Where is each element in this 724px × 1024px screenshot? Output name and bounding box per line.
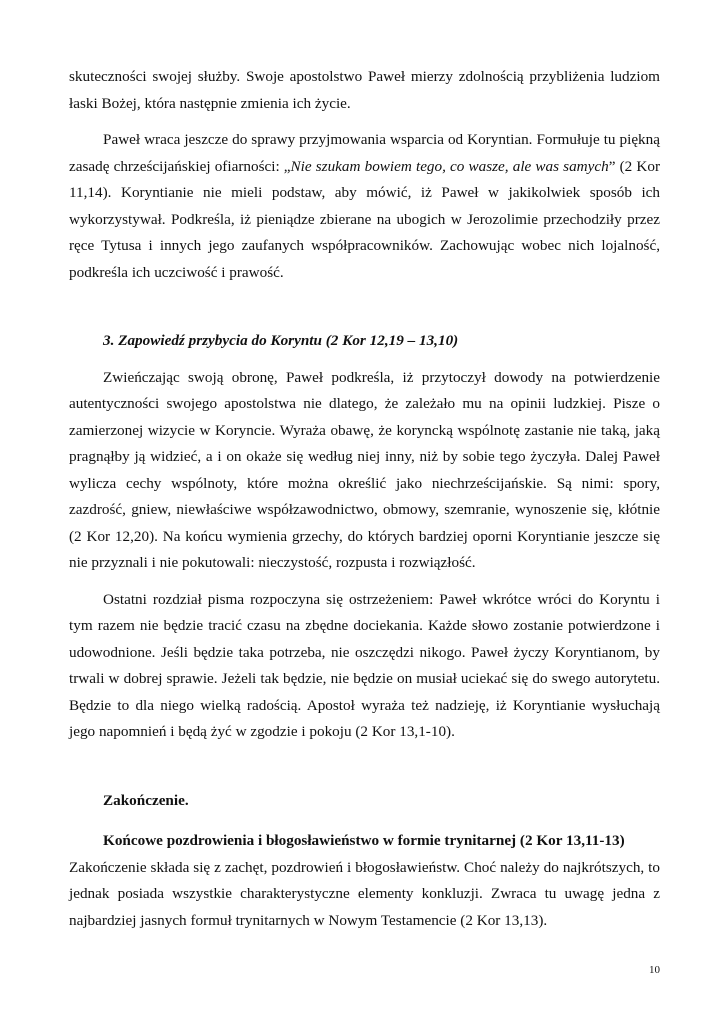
paragraph-2-text-after: ” (2 Kor 11,14). Koryntianie nie mieli podstaw, aby mówić, iż Paweł w jakikolwiek sposób ich wykorzystywał. Podkreśla, iż pieniądze zbierane na ubogich w Jerozolimie przechodziły przez ręce Tytusa i innych jego zaufanych współpracowników. Zachowując wobec nich lojalność, podkreśla ich uczciwość i prawość. (69, 157, 661, 281)
paragraph-2 (69, 127, 660, 286)
conclusion-subheading: Końcowe pozdrowienia i błogosławieństwo w formie trynitarnej (2 Kor 13,11-13) (103, 832, 625, 849)
scripture-quote: Nie szukam bowiem tego, co wasze, ale was samych (290, 157, 609, 175)
conclusion-section (69, 828, 660, 934)
conclusion-heading: Zakończenie. (103, 791, 189, 809)
paragraph-3: Zwieńczając swoją obronę, Paweł podkreśla, iż przytoczył dowody na potwierdzenie autentyczności swojego apostolstwa nie dlatego, że zależało mu na opinii ludzkiej. Pisze o zamierzonej wizycie w Koryncie. Wyraża obawę, że koryncką wspólnotę zastanie nie taką, jaką pragnąłby ją widzieć, a i on okaże się według niej inny, niż by sobie tego życzyła. Dalej Paweł wylicza cechy wspólnoty, które można określić jako niechrześcijańskie. Są nimi: spory, zazdrość, gniew, niewłaściwe współzawodnictwo, obmowy, szemranie, wynoszenie się, kłótnie (2 Kor 12,20). Na końcu wymienia grzechy, do których bardziej oporni Koryntianie jeszcze się nie przyznali i nie pokutowali: nieczystość, rozpusta i rozwiązłość. (69, 368, 660, 571)
section-3-heading: 3. Zapowiedź przybycia do Koryntu (2 Kor 12,19 – 13,10) (103, 332, 459, 349)
paragraph-5: Zakończenie składa się z zachęt, pozdrowień i błogosławieństw. Choć należy do najkrótszych, to jednak posiada wszystkie charakterystyczne elementy konkluzji. Zwraca tu uwagę jedna z najbardziej jasnych formuł trynitarnych w Nowym Testamencie (2 Kor 13,13). (69, 858, 660, 929)
paragraph-1: skuteczności swojej służby. Swoje apostolstwo Paweł mierzy zdolnością przybliżenia ludziom łaski Bożej, która następnie zmienia ich życie. (69, 68, 660, 112)
page-number: 10 (649, 964, 660, 976)
paragraph-4: Ostatni rozdział pisma rozpoczyna się ostrzeżeniem: Paweł wkrótce wróci do Koryntu i tym razem nie będzie tracić czasu na zbędne dociekania. Każde słowo zostanie potwierdzone i udowodnione. Jeśli będzie taka potrzeba, nie oszczędzi nikogo. Paweł życzy Koryntianom, by trwali w dobrej sprawie. Jeżeli tak będzie, nie będzie on musiał uciekać się do swego autorytetu. Będzie to dla niego wielką radością. Apostoł wyraża też nadzieję, iż Koryntianie wysłuchają jego napomnień i będą żyć w zgodzie i pokoju (2 Kor 13,1-10). (69, 590, 660, 740)
paragraph-2-text-before: Paweł wraca jeszcze do sprawy przyjmowania wsparcia od Koryntian. Formułuje tu piękną zasadę chrześcijańskiej ofiarności: „ (69, 131, 660, 175)
document-body (69, 64, 660, 934)
